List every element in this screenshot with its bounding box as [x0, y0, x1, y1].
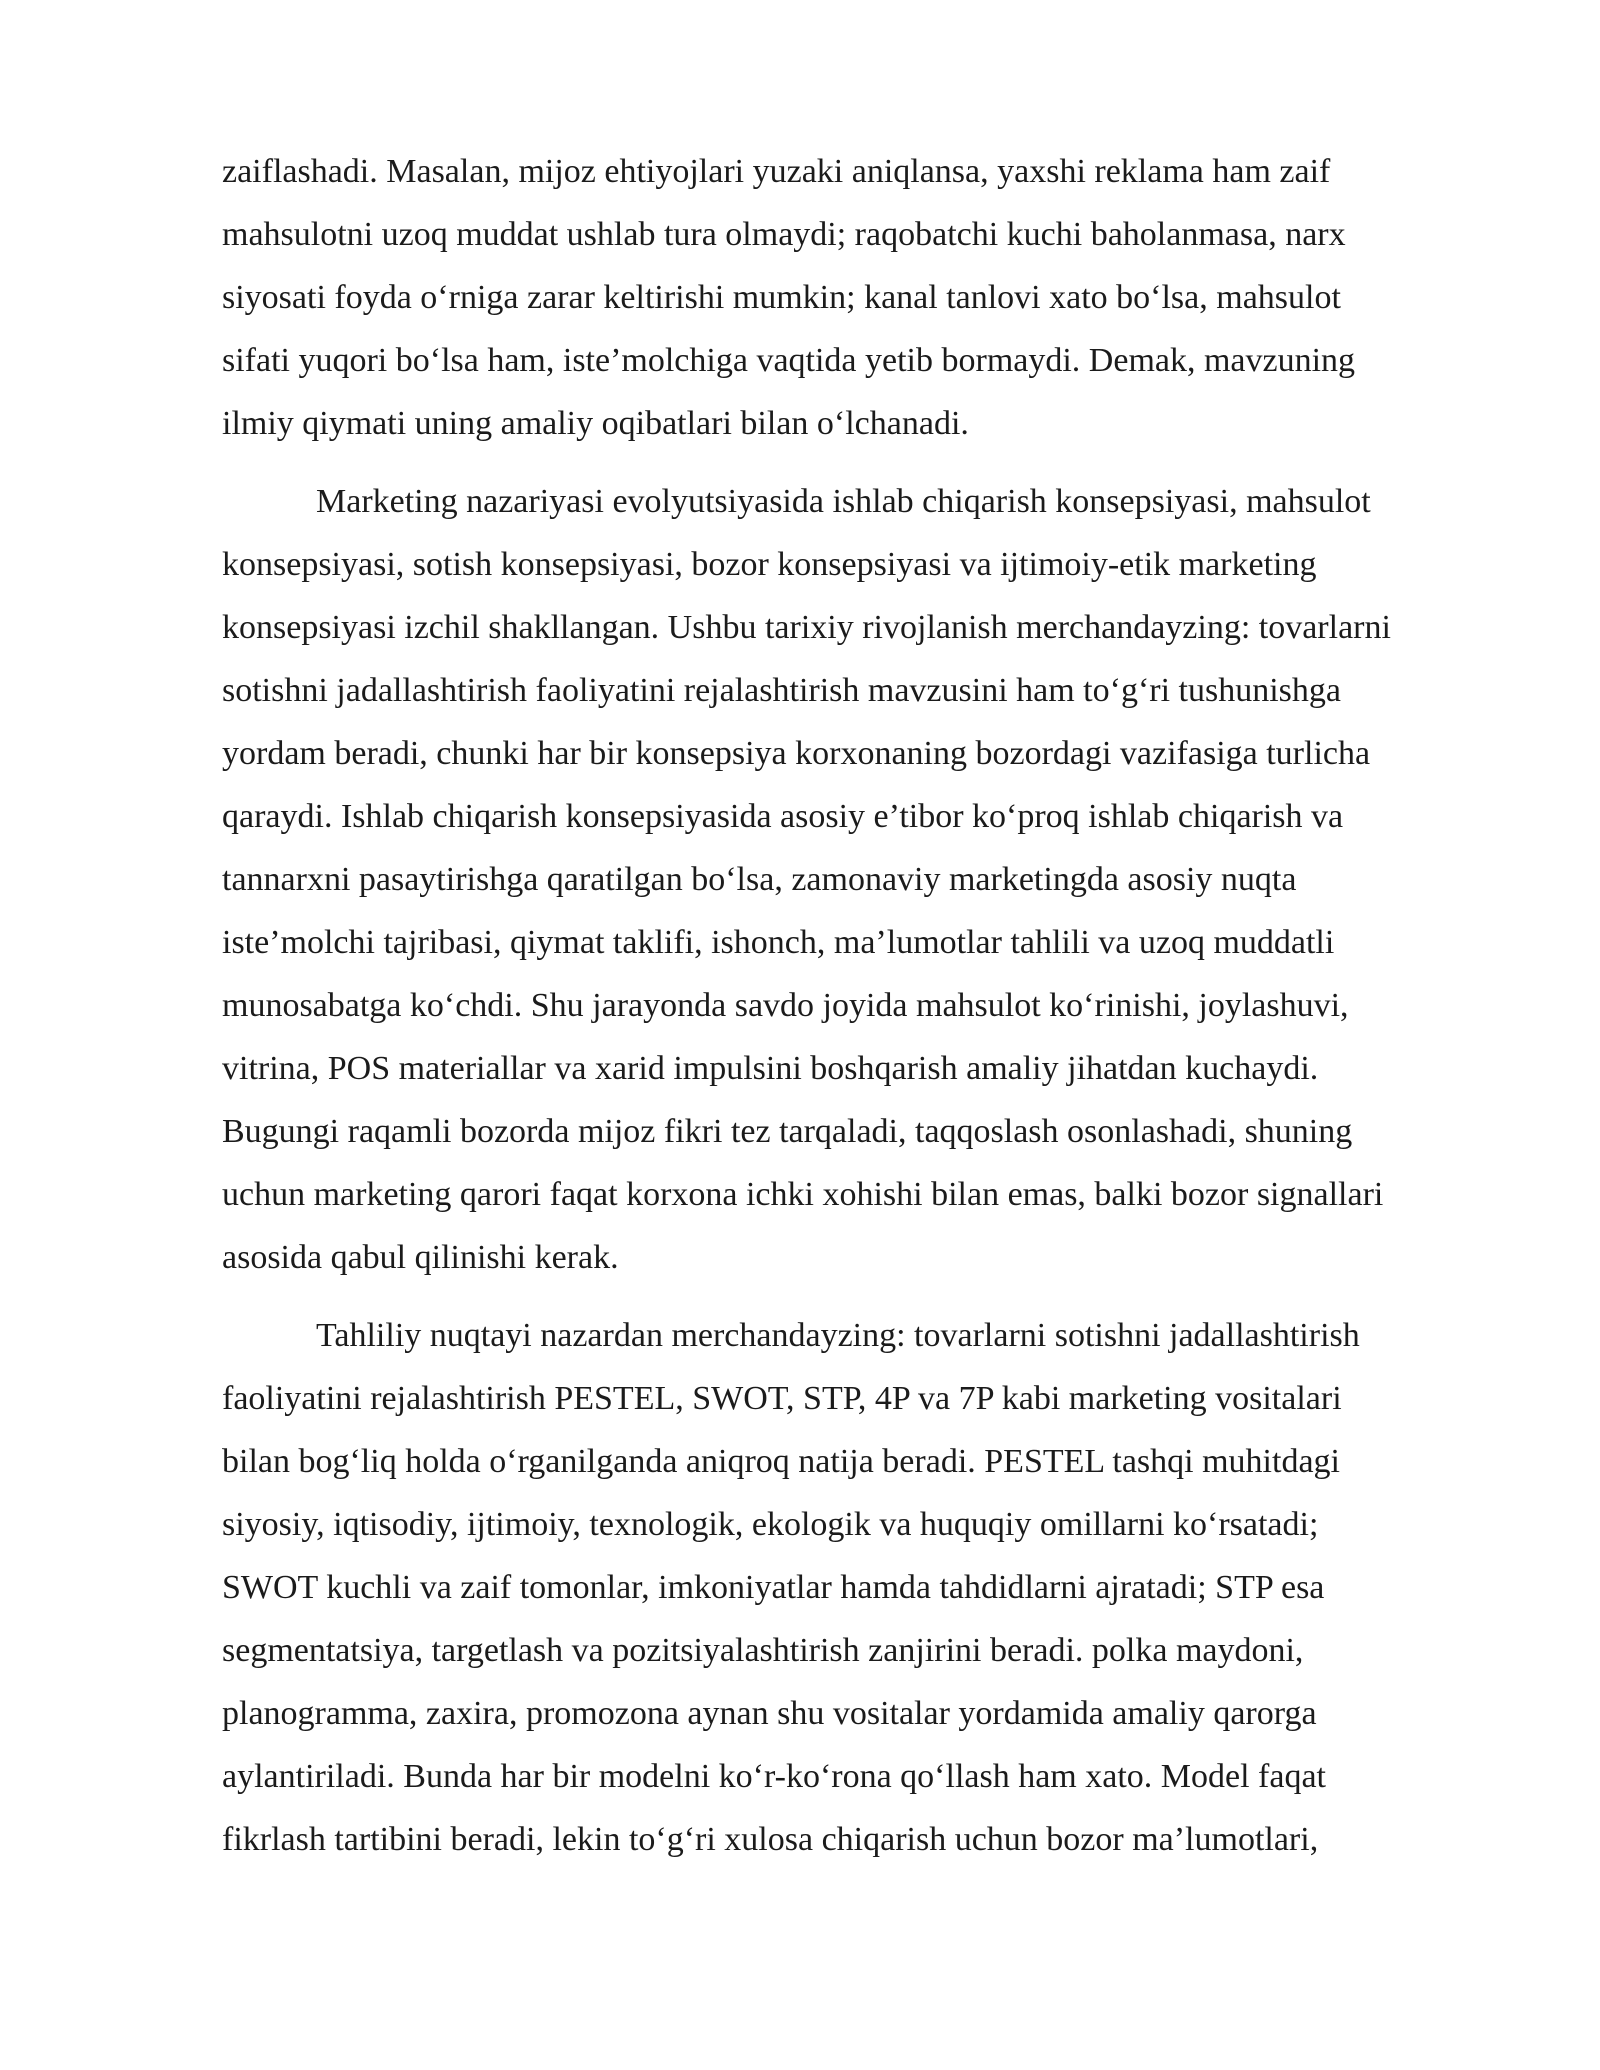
- text-line: konsepsiyasi izchil shakllangan. Ushbu tarixiy rivojlanish merchandayzing: tovarlarni: [222, 609, 1391, 646]
- text-line: fikrlash tartibini beradi, lekin to‘g‘ri xulosa chiqarish uchun bozor ma’lumotlari,: [222, 1821, 1319, 1858]
- text-line: siyosati foyda o‘rniga zarar keltirishi mumkin; kanal tanlovi xato bo‘lsa, mahsulot: [222, 279, 1341, 316]
- text-line: segmentatsiya, targetlash va pozitsiyalashtirish zanjirini beradi. polka maydoni,: [222, 1632, 1304, 1669]
- text-line: siyosiy, iqtisodiy, ijtimoiy, texnologik, ekologik va huquqiy omillarni ko‘rsatadi;: [222, 1506, 1319, 1543]
- text-line: bilan bog‘liq holda o‘rganilganda aniqroq natija beradi. PESTEL tashqi muhitdagi: [222, 1443, 1340, 1480]
- text-line: qaraydi. Ishlab chiqarish konsepsiyasida asosiy e’tibor ko‘proq ishlab chiqarish va: [222, 798, 1344, 835]
- text-line: iste’molchi tajribasi, qiymat taklifi, ishonch, ma’lumotlar tahlili va uzoq muddatli: [222, 924, 1335, 961]
- text-line: konsepsiyasi, sotish konsepsiyasi, bozor konsepsiyasi va ijtimoiy-etik marketing: [222, 546, 1317, 583]
- paragraph-2: [222, 470, 1490, 1289]
- text-line: ilmiy qiymati uning amaliy oqibatlari bilan o‘lchanadi.: [222, 405, 969, 442]
- text-line: sotishni jadallashtirish faoliyatini rejalashtirish mavzusini ham to‘g‘ri tushunishga: [222, 672, 1341, 709]
- text-line: zaiflashadi. Masalan, mijoz ehtiyojlari yuzaki aniqlansa, yaxshi reklama ham zaif: [222, 153, 1331, 190]
- text-line: munosabatga ko‘chdi. Shu jarayonda savdo joyida mahsulot ko‘rinishi, joylashuvi,: [222, 987, 1349, 1024]
- text-line: faoliyatini rejalashtirish PESTEL, SWOT, STP, 4P va 7P kabi marketing vositalari: [222, 1380, 1342, 1417]
- text-line: planogramma, zaxira, promozona aynan shu vositalar yordamida amaliy qarorga: [222, 1695, 1317, 1732]
- text-line: Tahliliy nuqtayi nazardan merchandayzing: tovarlarni sotishni jadallashtirish: [316, 1317, 1360, 1354]
- text-line: SWOT kuchli va zaif tomonlar, imkoniyatlar hamda tahdidlarni ajratadi; STP esa: [222, 1569, 1325, 1606]
- text-line: tannarxni pasaytirishga qaratilgan bo‘lsa, zamonaviy marketingda asosiy nuqta: [222, 861, 1297, 898]
- document-body: [222, 140, 1490, 1871]
- text-line: Marketing nazariyasi evolyutsiyasida ishlab chiqarish konsepsiyasi, mahsulot: [316, 483, 1371, 520]
- text-line: Bugungi raqamli bozorda mijoz fikri tez tarqaladi, taqqoslash osonlashadi, shuning: [222, 1113, 1353, 1150]
- text-line: vitrina, POS materiallar va xarid impulsini boshqarish amaliy jihatdan kuchaydi.: [222, 1050, 1319, 1087]
- paragraph-1: [222, 140, 1490, 455]
- text-line: asosida qabul qilinishi kerak.: [222, 1239, 619, 1276]
- text-line: sifati yuqori bo‘lsa ham, iste’molchiga vaqtida yetib bormaydi. Demak, mavzuning: [222, 342, 1356, 379]
- paragraph-3: [222, 1304, 1490, 1871]
- text-line: aylantiriladi. Bunda har bir modelni ko‘r-ko‘rona qo‘llash ham xato. Model faqat: [222, 1758, 1327, 1795]
- text-line: uchun marketing qarori faqat korxona ichki xohishi bilan emas, balki bozor signallari: [222, 1176, 1384, 1213]
- text-line: mahsulotni uzoq muddat ushlab tura olmaydi; raqobatchi kuchi baholanmasa, narx: [222, 216, 1346, 253]
- text-line: yordam beradi, chunki har bir konsepsiya korxonaning bozordagi vazifasiga turlicha: [222, 735, 1371, 772]
